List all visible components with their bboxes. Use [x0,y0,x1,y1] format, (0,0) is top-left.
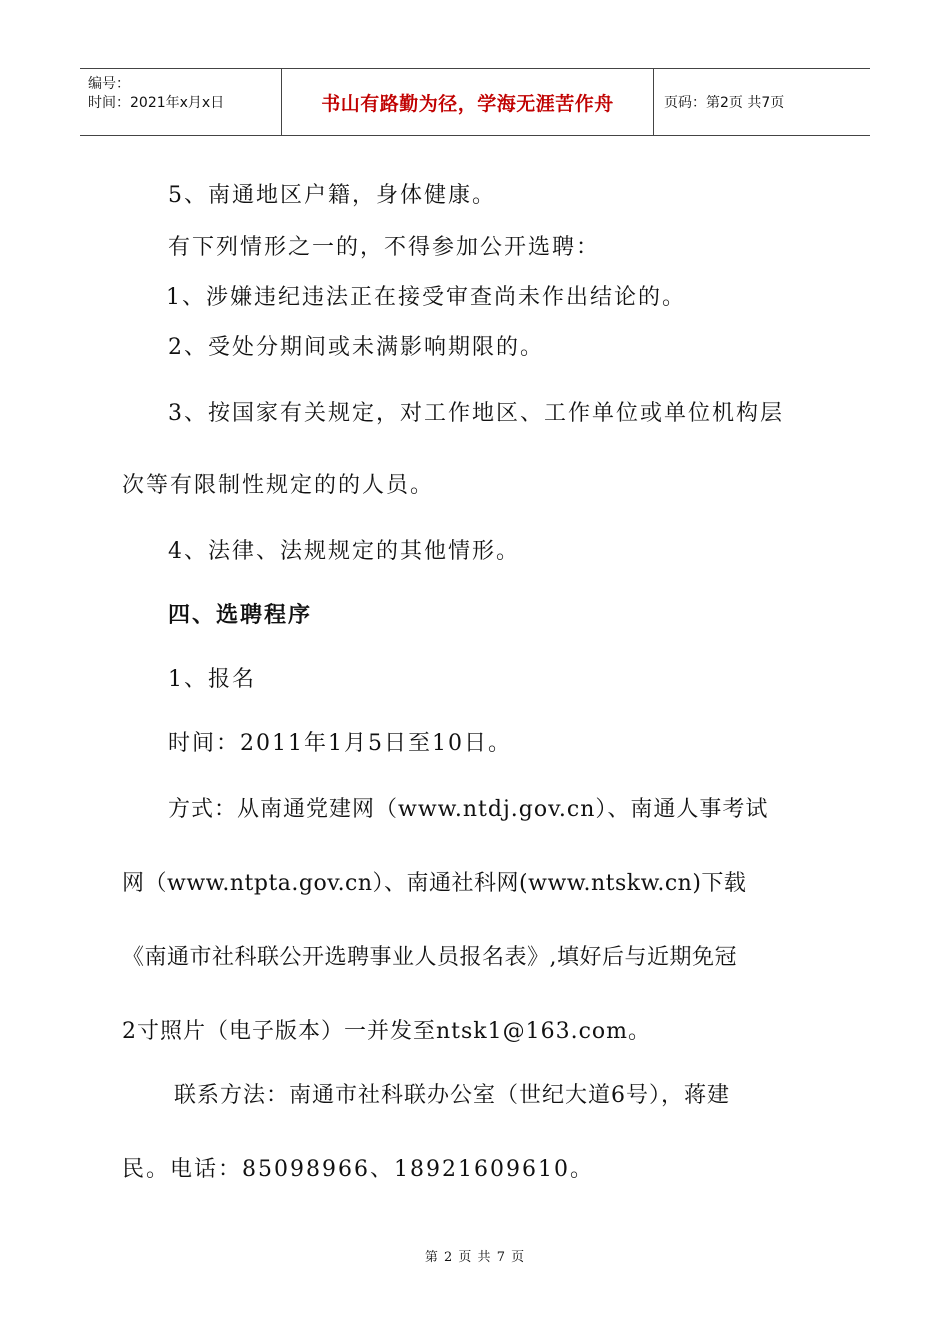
paragraph-line: 网（www.ntpta.gov.cn）、南通社科网(www.ntskw.cn)下载 [122,871,747,896]
paragraph-line: 有下列情形之一的，不得参加公开选聘： [168,235,601,260]
page-header [80,68,870,136]
paragraph-line: 民。电话：85098966、18921609610。 [122,1157,594,1182]
header-page: 页码：第2页 共7页 [664,95,785,111]
header-motto: 书山有路勤为径，学海无涯苦作舟 [282,69,654,135]
header-meta [80,69,282,135]
paragraph-line: 联系方法：南通市社科联办公室（世纪大道6号），蒋建 [174,1083,730,1108]
paragraph-line: 次等有限制性规定的的人员。 [122,473,435,498]
subsection-heading: 1、报名 [168,667,256,692]
paragraph-line: 3、按国家有关规定，对工作地区、工作单位或单位机构层 [168,401,784,426]
section-heading: 四、选聘程序 [168,603,313,628]
paragraph-line: 4、法律、法规规定的其他情形。 [168,539,520,564]
paragraph-line: 1、涉嫌违纪违法正在接受审查尚未作出结论的。 [166,285,686,310]
header-time: 时间：2021年x月x日 [88,95,225,111]
paragraph-line: 方式：从南通党建网（www.ntdj.gov.cn）、南通人事考试 [168,797,769,822]
paragraph-line: 2、受处分期间或未满影响期限的。 [168,335,544,360]
paragraph-line: 《南通市社科联公开选聘事业人员报名表》,填好后与近期免冠 [122,945,737,970]
paragraph-line: 2寸照片（电子版本）一并发至ntsk1@163.com。 [122,1019,652,1044]
header-number: 编号： [88,76,130,92]
paragraph-line: 5、南通地区户籍，身体健康。 [168,183,496,208]
page-footer: 第 2 页 共 7 页 [424,1250,526,1265]
paragraph-line: 时间：2011年1月5日至10日。 [168,731,512,756]
